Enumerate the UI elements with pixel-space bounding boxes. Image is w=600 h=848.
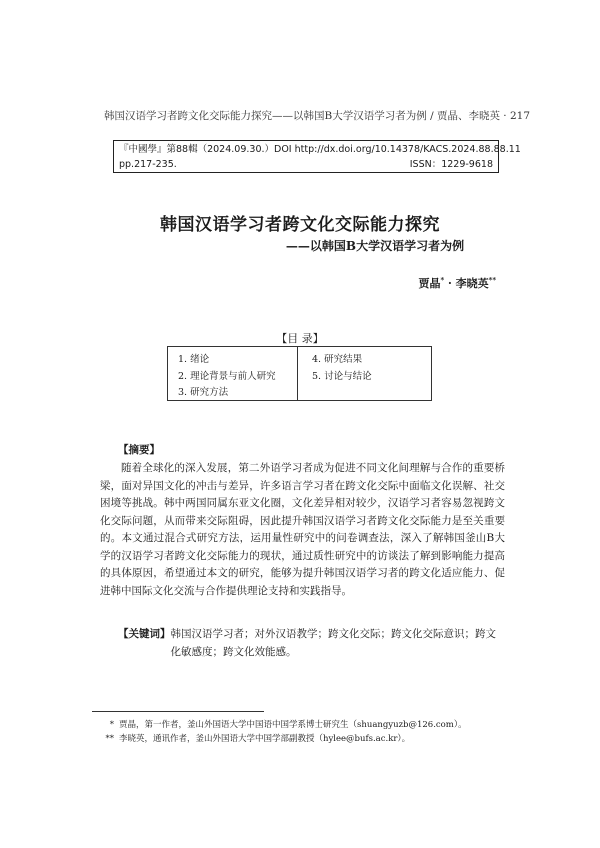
keywords-text: 韩国汉语学习者；对外汉语教学；跨文化交际；跨文化交际意识；跨文化敏感度；跨文化效能感。	[170, 628, 496, 658]
author-name: 李晓英	[455, 277, 489, 290]
author-name: 贾晶	[418, 277, 441, 290]
author-mark: *	[440, 275, 445, 285]
toc-item[interactable]: 2. 理论背景与前人研究	[178, 370, 276, 382]
author-separator: ·	[444, 277, 456, 290]
footnote-text: 李晓英，通讯作者，釜山外国语大学中国学部副教授（hylee@bufs.ac.kr）。	[119, 734, 411, 744]
doi-link[interactable]: DOI http://dx.doi.org/10.14378/KACS.2024.88.88.11	[274, 144, 521, 155]
paper-title: 韩国汉语学习者跨文化交际能力探究	[160, 215, 440, 235]
toc-item[interactable]: 3. 研究方法	[178, 387, 229, 398]
keywords-label: 【关键词】	[118, 628, 171, 640]
footnote	[98, 732, 467, 746]
toc-right-column	[297, 347, 431, 400]
author-mark: **	[488, 275, 496, 285]
issn: ISSN：1229-9618	[409, 159, 493, 170]
page-range: pp.217-235.	[119, 159, 177, 170]
table-of-contents	[167, 346, 432, 401]
toc-item[interactable]: 1. 绪论	[178, 354, 210, 365]
toc-item[interactable]: 5. 讨论与结论	[312, 370, 372, 382]
paper-subtitle: ——以韩国B大学汉语学习者为例	[285, 239, 465, 253]
abstract-heading: 【摘要】	[118, 444, 160, 456]
journal-info-box	[113, 140, 521, 173]
toc-title: 【目 录】	[276, 332, 324, 345]
journal-issue: 『中國學』第88輯（2024.09.30.）	[119, 144, 275, 155]
footnote	[98, 718, 467, 732]
toc-item[interactable]: 4. 研究结果	[312, 354, 363, 365]
toc-left-column	[168, 347, 297, 400]
abstract-text: 随着全球化的深入发展，第二外语学习者成为促进不同文化间理解与合作的重要桥梁，面对异国文化的冲击与差异，许多语言学习者在跨文化交际中面临文化误解、社交困境等挑战。韩中两国同属东亚文化圈，文化差异相对较少，汉语学习者容易忽视跨文化交际问题，从而带来交际阻碍，因此提升韩国汉语学习者跨文化交际能力是至关重要的。本文通过混合式研究方法，运用量性研究中的问卷调查法，深入了解韩国釜山B大学的汉语学习者跨文化交际能力的现状，通过质性研究中的访谈法了解到影响能力提高的具体原因，希望通过本文的研究，能够为提升韩国汉语学习者的跨文化适应能力、促进韩中国际文化交流与合作提供理论支持和实践指导。	[100, 462, 505, 597]
footnote-mark: **	[105, 734, 114, 744]
keywords	[118, 626, 506, 661]
running-head: 韩国汉语学习者跨文化交际能力探究——以韩国B大学汉语学习者为例 / 贾晶、李晓英 · 217	[104, 110, 530, 122]
footnotes	[98, 718, 467, 746]
footnote-text: 贾晶，第一作者，釜山外国语大学中国语中国学系博士研究生（shuangyuzb@126.com）。	[119, 720, 467, 730]
author-line	[419, 275, 497, 291]
footnote-divider	[92, 711, 264, 712]
footnote-mark: *	[109, 720, 114, 730]
